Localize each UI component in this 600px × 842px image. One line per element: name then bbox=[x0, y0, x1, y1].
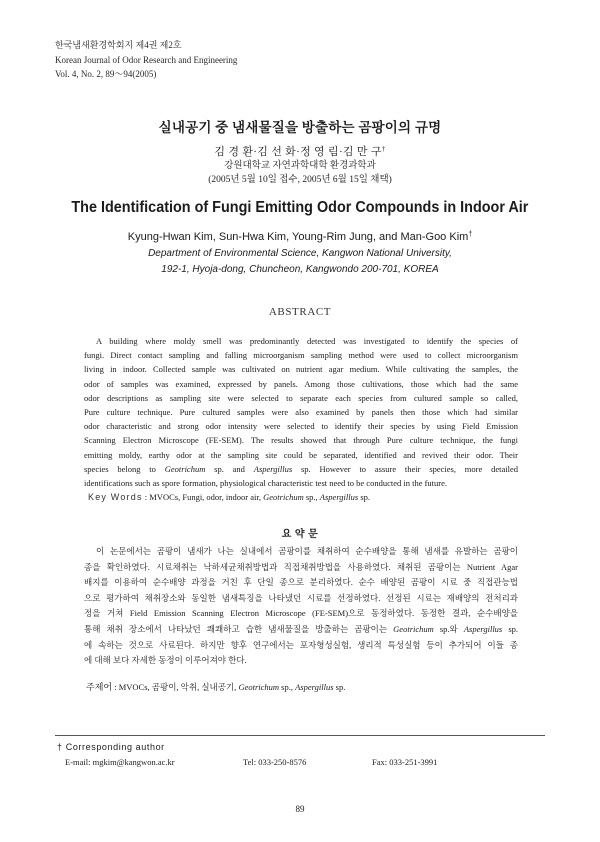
genus-name-italic: Geotrichum bbox=[393, 623, 434, 634]
korean-abstract-line bbox=[84, 653, 518, 669]
korean-abstract-line bbox=[84, 622, 518, 638]
genus-name-italic: Geotrichum bbox=[238, 682, 280, 692]
korean-abstract-line bbox=[84, 575, 518, 591]
abstract-line bbox=[84, 448, 518, 462]
authors-korean bbox=[0, 145, 600, 159]
article-title-english: The Identification of Fungi Emitting Odor Compounds in Indoor Air bbox=[71, 199, 529, 216]
korean-abstract-line bbox=[84, 560, 518, 576]
korean-keywords-text: sp. bbox=[333, 682, 346, 692]
keywords-text: sp., bbox=[303, 492, 320, 502]
abstract-text: odor of samples was examined, expressed by panels. Among those cultivations, those which had the same bbox=[84, 378, 518, 389]
keywords-separator: : bbox=[142, 492, 150, 502]
korean-abstract-text: 에 속하는 것으로 사료된다. 하지만 향후 연구에서는 포자형성실험, 생리적 특성실험 등이 추가되어 이들 종 bbox=[84, 639, 518, 650]
abstract-line bbox=[84, 433, 518, 447]
page-number: 89 bbox=[295, 804, 305, 814]
footnote-divider bbox=[55, 735, 545, 736]
corresponding-author-dagger: † bbox=[468, 231, 473, 238]
authors-english bbox=[0, 229, 600, 245]
abstract-text: sp. and bbox=[205, 463, 254, 474]
genus-name-italic: Aspergillus bbox=[319, 492, 359, 502]
footnote-dagger: † bbox=[57, 742, 63, 752]
genus-name-italic: Geotrichum bbox=[263, 492, 304, 502]
keywords-label: Key Words bbox=[88, 492, 143, 502]
abstract-line bbox=[84, 462, 518, 476]
abstract-text: odor descriptions as sampling site were selected to separate each species from cultured sample so called, bbox=[84, 392, 518, 403]
journal-title-english: Korean Journal of Odor Research and Engineering bbox=[55, 54, 238, 65]
affiliation-english-address: 192-1, Hyoja-dong, Chuncheon, Kangwondo 200-701, KOREA bbox=[161, 264, 439, 275]
korean-abstract-line bbox=[84, 638, 518, 654]
korean-abstract-text: sp.와 bbox=[433, 623, 464, 634]
abstract-text: Scanning Electron Microscope (FE-SEM). The results showed that through Pure culture technique, the fungi bbox=[84, 435, 518, 446]
affiliation-english-department: Department of Environmental Science, Kangwon National University, bbox=[148, 248, 452, 259]
korean-abstract-text: 으로 평가하여 채취장소와 동일한 냄새특징을 나타냈던 시료를 선정하였다. 선정된 시료는 재배양의 전처리과 bbox=[84, 592, 518, 603]
genus-name-italic: Aspergillus bbox=[463, 623, 503, 634]
journal-header bbox=[55, 38, 237, 82]
abstract-line bbox=[84, 476, 518, 490]
abstract-text: emitting moldy, earthy odor at the sampling site could be separated, identified and revived their odor. Their bbox=[84, 449, 518, 460]
genus-name-italic: Geotrichum bbox=[164, 463, 206, 474]
korean-abstract-line bbox=[84, 591, 518, 607]
abstract-line bbox=[84, 405, 518, 419]
korean-keywords-text: MVOCs, 곰팡이, 악취, 실내공기, bbox=[118, 682, 239, 692]
korean-abstract-text: 종을 확인하였다. 시료채취는 낙하세균채취방법과 직접채취방법을 사용하였다. 채취된 곰팡이는 Nutrient Agar bbox=[84, 561, 518, 572]
footnote-email: E-mail: mgkim@kangwon.ac.kr bbox=[65, 757, 175, 767]
abstract-text: odor characteristic and strong odor intensity were selected to identify their species by using Field Emission bbox=[84, 421, 518, 432]
abstract-text: species belong to bbox=[84, 463, 165, 474]
korean-abstract-text: sp. bbox=[502, 623, 519, 634]
abstract-line bbox=[84, 377, 518, 391]
keywords-text: sp. bbox=[358, 492, 371, 502]
authors-english-names: Kyung-Hwan Kim, Sun-Hwa Kim, Young-Rim Jung, and Man-Goo Kim bbox=[127, 231, 469, 243]
korean-keywords-text: sp., bbox=[279, 682, 296, 692]
korean-keywords-line bbox=[86, 680, 345, 694]
korean-abstract-text: 정을 거쳐 Field Emission Scanning Electron Microscope (FE-SEM)으로 동정하였다. 동정한 결과, 순수배양을 bbox=[84, 608, 518, 619]
keywords-line bbox=[88, 490, 370, 504]
korean-abstract-heading: 요 약 문 bbox=[281, 529, 319, 540]
abstract-text: sp. However to assure their species, more detailed bbox=[292, 463, 518, 474]
abstract-text: A building where moldy smell was predominantly detected was investigated to identify the species of bbox=[96, 336, 518, 346]
affiliation-korean: 강원대학교 자연과학대학 환경과학과 bbox=[224, 161, 376, 171]
korean-abstract-text: 배지를 이용하여 순수배양 과정을 거친 후 단일 종으로 분리하였다. 순수 배양된 곰팡이 시료 중 직접관능법 bbox=[84, 577, 518, 588]
abstract-line bbox=[84, 391, 518, 405]
journal-title-korean: 한국냄새환경학회지 제4권 제2호 bbox=[55, 40, 182, 50]
article-title-english-container bbox=[0, 197, 600, 219]
korean-keywords-separator: : bbox=[112, 682, 119, 692]
korean-keywords-label: 주제어 bbox=[86, 682, 113, 692]
korean-abstract-text: 이 논문에서는 곰팡이 냄새가 나는 실내에서 곰팡이를 채취하여 순수배양을 통해 냄새를 유발하는 곰팡이 bbox=[96, 546, 518, 556]
corresponding-author-dagger: † bbox=[381, 145, 386, 153]
authors-korean-names: 김 경 환·김 선 화·정 영 림·김 만 구 bbox=[214, 146, 382, 158]
article-title-korean: 실내공기 중 냄새물질을 방출하는 곰팡이의 규명 bbox=[158, 120, 442, 135]
corresponding-author-note bbox=[57, 741, 165, 754]
abstract-line bbox=[84, 419, 518, 433]
abstract-line bbox=[84, 362, 518, 376]
abstract-text: living in indoor. Collected sample was cultivated on nutrient agar medium. While cultivating the samples, the bbox=[84, 364, 518, 375]
abstract-heading: ABSTRACT bbox=[268, 306, 332, 318]
genus-name-italic: Aspergillus bbox=[253, 463, 293, 474]
korean-abstract-body bbox=[84, 544, 518, 669]
footnote-telephone: Tel: 033-250-8576 bbox=[243, 757, 307, 767]
abstract-text: fungi. Direct contact sampling and falling microorganism sampling method were used to collect microorganism bbox=[84, 350, 518, 361]
footnote-label: Corresponding author bbox=[65, 742, 165, 752]
abstract-text: Pure culture technique. Pure cultured samples were also examined by panels then those which had similar bbox=[84, 407, 518, 418]
footnote-fax: Fax: 033-251-3991 bbox=[372, 757, 438, 767]
abstract-body bbox=[84, 334, 518, 490]
keywords-text: MVOCs, Fungi, odor, indoor air, bbox=[149, 492, 264, 502]
abstract-text: identifications such as spore formation, physiological characteristic test need to be conducted in the future. bbox=[84, 478, 448, 489]
korean-abstract-text: 에 대해 보다 자세한 동정이 이루어져야 한다. bbox=[84, 655, 247, 666]
abstract-line bbox=[84, 348, 518, 362]
received-accepted-dates: (2005년 5월 10일 접수, 2005년 6월 15일 채택) bbox=[208, 175, 392, 185]
journal-volume: Vol. 4, No. 2, 89～94(2005) bbox=[55, 69, 157, 79]
korean-abstract-text: 통해 채취 장소에서 나타났던 쾌쾌하고 습한 냄새물질을 방출하는 곰팡이는 bbox=[84, 623, 394, 634]
korean-abstract-line bbox=[84, 606, 518, 622]
abstract-line bbox=[84, 334, 518, 348]
genus-name-italic: Aspergillus bbox=[295, 682, 334, 692]
korean-abstract-line bbox=[84, 544, 518, 560]
